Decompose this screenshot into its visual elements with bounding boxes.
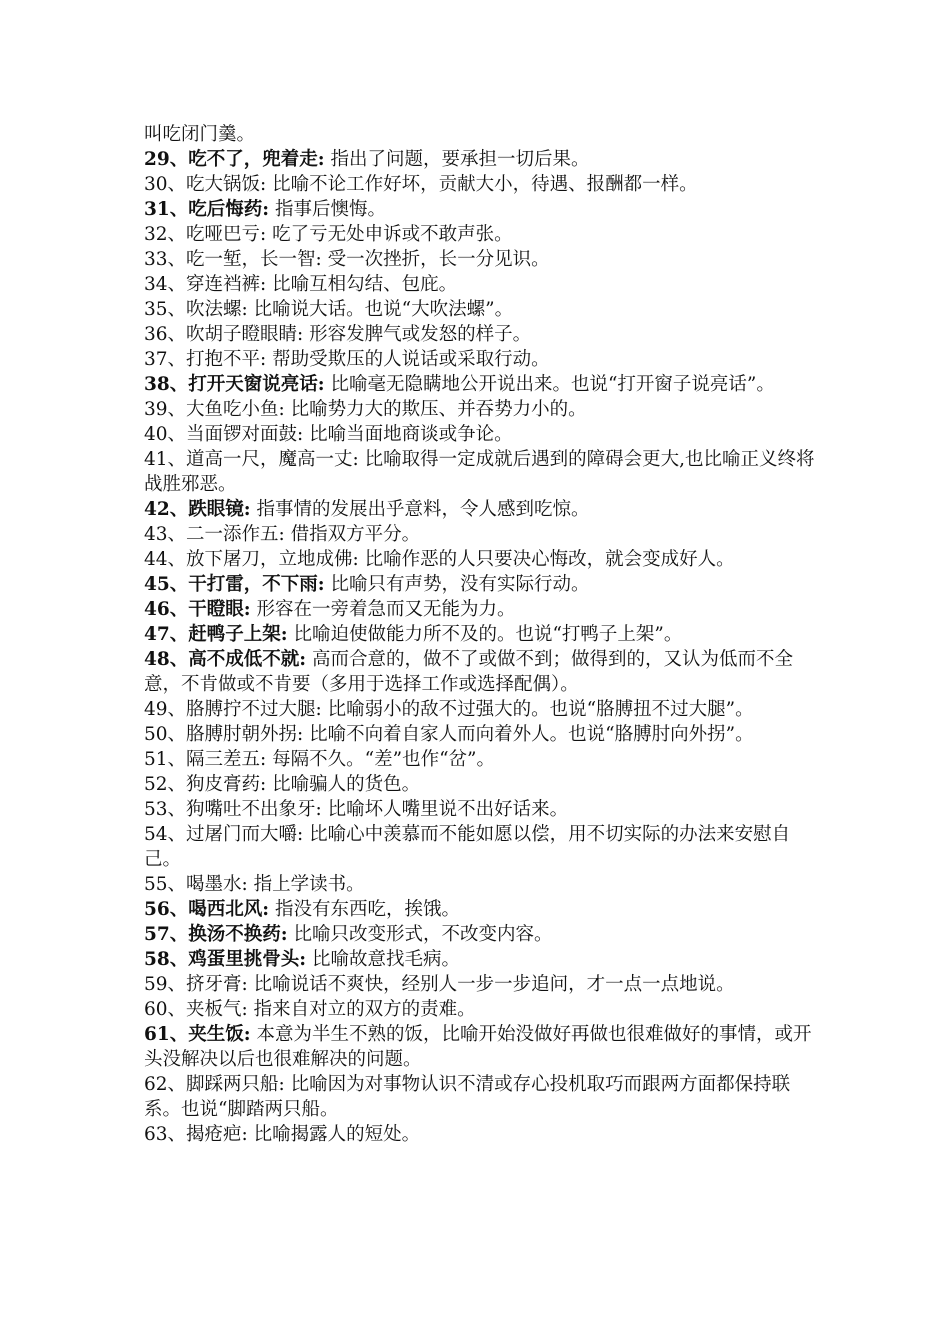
idiom-definition: 受一次挫折，长一分见识。 [321, 249, 550, 270]
idiom-definition: 帮助受欺压的人说话或采取行动。 [266, 349, 550, 370]
idiom-definition: 比喻只改变形式，不改变内容。 [287, 924, 553, 945]
idiom-term [144, 424, 303, 445]
idiom-entry [144, 622, 824, 647]
idiom-entry [144, 372, 824, 397]
idiom-term [144, 1074, 285, 1095]
entry-number: 61、 [144, 1024, 189, 1045]
idiom-phrase: 吃大锅饭: [186, 174, 267, 195]
idiom-definition: 高而合意的，做不了或做不到；做得到的，又认为低而不全意，不肯做或不肯要（多用于选择工作或选择配偶）。 [144, 649, 793, 695]
idiom-entry [144, 897, 824, 922]
idiom-term [144, 774, 266, 795]
idiom-term [144, 199, 269, 220]
entry-number: 57、 [144, 924, 189, 945]
idiom-term [144, 874, 248, 895]
idiom-entry [144, 122, 824, 147]
idiom-entry [144, 147, 824, 172]
idiom-term [144, 649, 306, 670]
idiom-term [144, 924, 288, 945]
entry-number: 43、 [144, 524, 187, 545]
idiom-term [144, 624, 288, 645]
idiom-entry [144, 497, 824, 522]
idiom-term [144, 949, 306, 970]
idiom-definition: 比喻取得一定成就后遇到的障碍会更大,也比喻正义终将战胜邪恶。 [144, 449, 815, 495]
idiom-definition: 本意为半生不熟的饭，比喻开始没做好再做也很难做好的事情，或开头没解决以后也很难解决的问题。 [144, 1024, 812, 1070]
idiom-definition: 比喻作恶的人只要决心悔改，就会变成好人。 [358, 549, 735, 570]
idiom-term [144, 149, 325, 170]
idiom-phrase: 当面锣对面鼓: [186, 424, 304, 445]
idiom-phrase: 干打雷，不下雨: [188, 574, 325, 595]
idiom-term [144, 999, 248, 1020]
entry-number: 48、 [144, 649, 189, 670]
idiom-term [144, 749, 266, 770]
entry-number: 52、 [144, 774, 187, 795]
idiom-definition: 吃了亏无处申诉或不敢声张。 [266, 224, 513, 245]
entry-number: 34、 [144, 274, 187, 295]
idiom-phrase: 吹法螺: [186, 299, 248, 320]
idiom-phrase: 大鱼吃小鱼: [186, 399, 285, 420]
idiom-entry [144, 1122, 824, 1147]
idiom-phrase: 喝西北风: [188, 899, 270, 920]
idiom-phrase: 喝墨水: [186, 874, 248, 895]
entry-number: 46、 [144, 599, 189, 620]
idiom-phrase: 吃哑巴亏: [186, 224, 267, 245]
idiom-definition: 叫吃闭门羹。 [144, 124, 256, 145]
idiom-definition: 比喻互相勾结、包庇。 [266, 274, 458, 295]
entry-number: 35、 [144, 299, 187, 320]
idiom-term [144, 899, 269, 920]
idiom-definition: 比喻揭露人的短处。 [247, 1124, 421, 1145]
idiom-phrase: 吃不了，兜着走: [188, 149, 325, 170]
idiom-phrase: 放下屠刀，立地成佛: [186, 549, 359, 570]
entry-number: 42、 [144, 499, 189, 520]
idiom-entry [144, 872, 824, 897]
idiom-phrase: 二一添作五: [186, 524, 285, 545]
idiom-term [144, 499, 251, 520]
idiom-phrase: 过屠门而大嚼: [186, 824, 304, 845]
idiom-definition: 比喻心中羡慕而不能如愿以偿，用不切实际的办法来安慰自己。 [144, 824, 791, 870]
idiom-entry [144, 422, 824, 447]
document-body [144, 122, 824, 1147]
idiom-phrase: 胳膊拧不过大腿: [186, 699, 322, 720]
idiom-entry [144, 597, 824, 622]
entry-number: 54、 [144, 824, 187, 845]
idiom-term [144, 574, 325, 595]
idiom-term [144, 249, 322, 270]
idiom-phrase: 干瞪眼: [188, 599, 251, 620]
idiom-entry [144, 772, 824, 797]
entry-number: 29、 [144, 149, 189, 170]
idiom-entry [144, 397, 824, 422]
entry-number: 59、 [144, 974, 187, 995]
idiom-term [144, 549, 359, 570]
idiom-phrase: 夹生饭: [188, 1024, 251, 1045]
idiom-term [144, 699, 322, 720]
idiom-term [144, 974, 248, 995]
idiom-definition: 指事情的发展出乎意料，令人感到吃惊。 [250, 499, 590, 520]
idiom-phrase: 脚踩两只船: [186, 1074, 285, 1095]
idiom-term [144, 1024, 251, 1045]
idiom-entry [144, 547, 824, 572]
entry-number: 36、 [144, 324, 187, 345]
idiom-definition: 比喻毫无隐瞒地公开说出来。也说“打开窗子说亮话”。 [324, 374, 775, 395]
entry-number: 60、 [144, 999, 187, 1020]
idiom-definition: 指事后懊悔。 [269, 199, 386, 220]
entry-number: 47、 [144, 624, 189, 645]
idiom-term [144, 824, 303, 845]
idiom-term [144, 349, 266, 370]
entry-number: 39、 [144, 399, 187, 420]
entry-number: 38、 [144, 374, 189, 395]
idiom-phrase: 跌眼镜: [188, 499, 251, 520]
idiom-entry [144, 922, 824, 947]
idiom-term [144, 724, 303, 745]
entry-number: 55、 [144, 874, 187, 895]
idiom-term [144, 224, 266, 245]
idiom-entry [144, 722, 824, 747]
idiom-phrase: 吃一堑，长一智: [186, 249, 322, 270]
idiom-definition: 比喻不论工作好坏，贡献大小，待遇、报酬都一样。 [266, 174, 698, 195]
idiom-definition: 借指双方平分。 [284, 524, 421, 545]
idiom-entry [144, 172, 824, 197]
idiom-definition: 指没有东西吃，挨饿。 [269, 899, 460, 920]
idiom-entry [144, 1072, 824, 1122]
idiom-definition: 形容在一旁着急而又无能为力。 [250, 599, 516, 620]
idiom-entry [144, 272, 824, 297]
idiom-entry [144, 522, 824, 547]
idiom-definition: 比喻当面地商谈或争论。 [303, 424, 513, 445]
idiom-definition: 比喻迫使做能力所不及的。也说“打鸭子上架”。 [287, 624, 683, 645]
idiom-entry [144, 347, 824, 372]
idiom-phrase: 高不成低不就: [188, 649, 307, 670]
idiom-term [144, 274, 266, 295]
entry-number: 49、 [144, 699, 187, 720]
idiom-phrase: 狗嘴吐不出象牙: [186, 799, 322, 820]
entry-number: 56、 [144, 899, 189, 920]
idiom-definition: 比喻说话不爽快，经别人一步一步追问，才一点一点地说。 [247, 974, 735, 995]
idiom-entry [144, 647, 824, 697]
idiom-term [144, 799, 322, 820]
idiom-definition: 比喻弱小的敌不过强大的。也说“胳膊扭不过大腿”。 [321, 699, 754, 720]
idiom-definition: 比喻不向着自家人而向着外人。也说“胳膊肘向外拐”。 [303, 724, 754, 745]
idiom-phrase: 道高一尺，魔高一丈: [186, 449, 359, 470]
idiom-entry [144, 972, 824, 997]
idiom-entry [144, 322, 824, 347]
idiom-phrase: 隔三差五: [186, 749, 267, 770]
entry-number: 31、 [144, 199, 189, 220]
idiom-definition: 形容发脾气或发怒的样子。 [303, 324, 532, 345]
idiom-definition: 比喻故意找毛病。 [306, 949, 460, 970]
idiom-definition: 指出了问题，要承担一切后果。 [324, 149, 590, 170]
idiom-phrase: 狗皮膏药: [186, 774, 267, 795]
entry-number: 44、 [144, 549, 187, 570]
idiom-entry [144, 947, 824, 972]
idiom-phrase: 穿连裆裤: [186, 274, 267, 295]
idiom-term [144, 524, 285, 545]
entry-number: 40、 [144, 424, 187, 445]
entry-number: 63、 [144, 1124, 187, 1145]
idiom-term [144, 599, 251, 620]
entry-number: 37、 [144, 349, 187, 370]
idiom-phrase: 吹胡子瞪眼睛: [186, 324, 304, 345]
idiom-phrase: 打开天窗说亮话: [188, 374, 325, 395]
idiom-definition: 比喻骗人的货色。 [266, 774, 421, 795]
idiom-phrase: 揭疮疤: [186, 1124, 248, 1145]
idiom-entry [144, 747, 824, 772]
idiom-entry [144, 197, 824, 222]
idiom-definition: 指上学读书。 [247, 874, 365, 895]
entry-number: 62、 [144, 1074, 187, 1095]
idiom-definition: 比喻因为对事物认识不清或存心投机取巧而跟两方面都保持联系。也说“脚踏两只船。 [144, 1074, 791, 1120]
entry-number: 41、 [144, 449, 187, 470]
entry-number: 58、 [144, 949, 189, 970]
idiom-phrase: 鸡蛋里挑骨头: [188, 949, 307, 970]
idiom-entry [144, 997, 824, 1022]
idiom-entry [144, 297, 824, 322]
idiom-phrase: 赶鸭子上架: [188, 624, 288, 645]
idiom-phrase: 换汤不换药: [188, 924, 288, 945]
entry-number: 45、 [144, 574, 189, 595]
idiom-entry [144, 572, 824, 597]
entry-number: 51、 [144, 749, 187, 770]
idiom-phrase: 夹板气: [186, 999, 248, 1020]
idiom-entry [144, 697, 824, 722]
idiom-phrase: 胳膊肘朝外拐: [186, 724, 304, 745]
idiom-definition: 比喻势力大的欺压、并吞势力小的。 [284, 399, 587, 420]
idiom-entry [144, 447, 824, 497]
idiom-entry [144, 1022, 824, 1072]
idiom-phrase: 打抱不平: [186, 349, 267, 370]
entry-number: 32、 [144, 224, 187, 245]
idiom-definition: 每隔不久。“差”也作“岔”。 [266, 749, 495, 770]
idiom-entry [144, 797, 824, 822]
idiom-entry [144, 822, 824, 872]
idiom-term [144, 374, 325, 395]
idiom-definition: 指来自对立的双方的责难。 [247, 999, 476, 1020]
entry-number: 30、 [144, 174, 187, 195]
idiom-definition: 比喻只有声势，没有实际行动。 [324, 574, 590, 595]
idiom-definition: 比喻坏人嘴里说不出好话来。 [321, 799, 569, 820]
entry-number: 53、 [144, 799, 187, 820]
idiom-term [144, 399, 285, 420]
idiom-definition: 比喻说大话。也说“大吹法螺”。 [247, 299, 514, 320]
idiom-term [144, 324, 303, 345]
idiom-entry [144, 247, 824, 272]
idiom-term [144, 449, 359, 470]
idiom-term [144, 1124, 248, 1145]
idiom-phrase: 吃后悔药: [188, 199, 270, 220]
idiom-entry [144, 222, 824, 247]
idiom-term [144, 299, 248, 320]
idiom-phrase: 挤牙膏: [186, 974, 248, 995]
idiom-term [144, 174, 266, 195]
entry-number: 50、 [144, 724, 187, 745]
entry-number: 33、 [144, 249, 187, 270]
